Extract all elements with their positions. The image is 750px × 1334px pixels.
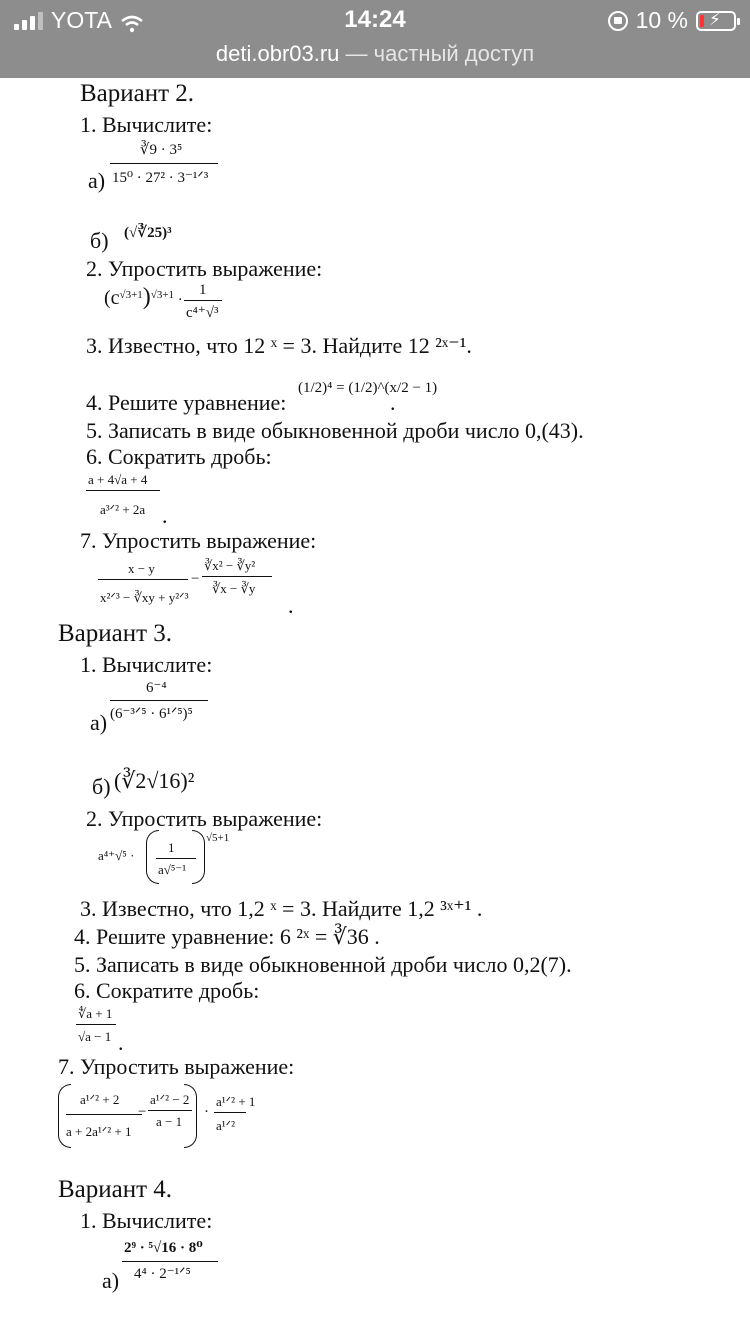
v2-q5: 5. Записать в виде обыкновенной дроби число 0,(43). bbox=[86, 418, 584, 443]
v2-q1: 1. Вычислите: bbox=[80, 112, 213, 137]
url-domain: deti.obr03.ru bbox=[215, 41, 340, 66]
v4-q1a-numerator: 2⁹ · ⁵√16 · 8⁰ bbox=[124, 1240, 203, 1256]
carrier-name: YOTA bbox=[51, 7, 112, 33]
v2-q7-denominator-1: x²ᐟ³ − ∛xy + y²ᐟ³ bbox=[100, 590, 189, 605]
battery-percent: 10 % bbox=[635, 7, 688, 33]
v3-q7-minus: − bbox=[138, 1104, 147, 1120]
fraction-bar bbox=[122, 1261, 218, 1262]
v3-q7-dot: · bbox=[204, 1104, 209, 1120]
v3-q7-denominator-1: a + 2a¹ᐟ² + 1 bbox=[66, 1124, 132, 1139]
v3-q1a-denominator: (6⁻³ᐟ⁵ · 6¹ᐟ⁵)⁵ bbox=[110, 706, 193, 722]
v2-q6-denominator: a³ᐟ² + 2a bbox=[100, 502, 146, 517]
v3-q3: 3. Известно, что 1,2 ˣ = 3. Найдите 1,2 ³ˣ⁺¹ . bbox=[80, 896, 483, 921]
v3-q7-numerator-1: a¹ᐟ² + 2 bbox=[80, 1092, 120, 1107]
v2-q6: 6. Сократить дробь: bbox=[86, 444, 272, 469]
v3-title: Вариант 3. bbox=[58, 620, 173, 647]
fraction-bar bbox=[110, 163, 218, 164]
v2-q2-denominator: c⁴⁺√³ bbox=[186, 305, 219, 321]
fraction-bar bbox=[184, 300, 222, 301]
document-page bbox=[0, 78, 750, 1334]
v4-q1: 1. Вычислите: bbox=[80, 1208, 213, 1233]
fraction-bar bbox=[76, 1024, 116, 1025]
v2-q7-end: . bbox=[288, 593, 294, 618]
v2-q7-denominator-2: ∛x − ∛y bbox=[212, 581, 256, 596]
v2-title: Вариант 2. bbox=[80, 80, 195, 107]
v3-q1: 1. Вычислите: bbox=[80, 652, 213, 677]
v2-q1a-numerator: ∛9 · 3⁵ bbox=[140, 142, 183, 158]
battery-status bbox=[608, 7, 736, 34]
v2-q6-numerator: a + 4√a + 4 bbox=[88, 472, 148, 487]
v3-q7-denominator-2: a − 1 bbox=[156, 1114, 183, 1129]
v2-q1a-denominator: 15⁰ · 27² · 3⁻¹ᐟ³ bbox=[112, 170, 209, 186]
right-paren bbox=[192, 830, 205, 884]
v3-q2-exponent: √5+1 bbox=[206, 832, 230, 844]
v2-q7-numerator-1: x − y bbox=[128, 561, 155, 576]
clock: 14:24 bbox=[344, 6, 406, 33]
v2-q7-minus: − bbox=[191, 571, 200, 587]
v4-q1a-label: а) bbox=[102, 1268, 120, 1293]
v3-q2-numerator: 1 bbox=[168, 840, 175, 855]
v4-title: Вариант 4. bbox=[58, 1176, 173, 1203]
v2-q2-expression: $(c^{√3+1})^{√3+1}$ · bbox=[104, 284, 183, 310]
v2-q7-numerator-2: ∛x² − ∛y² bbox=[204, 558, 256, 573]
address-bar[interactable]: deti.obr03.ru — частный доступ bbox=[215, 41, 535, 66]
v3-q1b-expression: (∛2√16)² bbox=[114, 768, 195, 793]
v3-q1a-numerator: 6⁻⁴ bbox=[146, 680, 167, 696]
v3-q6-numerator: ∜a + 1 bbox=[78, 1006, 113, 1021]
v3-q7-numerator-3: a¹ᐟ² + 1 bbox=[216, 1094, 256, 1109]
v3-q6: 6. Сократите дробь: bbox=[74, 978, 260, 1003]
v3-q2-expression: a⁴⁺√⁵ · bbox=[98, 848, 135, 863]
v3-q5: 5. Записать в виде обыкновенной дроби число 0,2(7). bbox=[74, 952, 572, 977]
v2-q1b-label: б) bbox=[90, 228, 109, 253]
v2-q1a-label: а) bbox=[88, 168, 106, 193]
v3-q6-denominator: √a − 1 bbox=[78, 1029, 112, 1044]
right-paren bbox=[184, 1084, 197, 1148]
v2-q2-numerator: 1 bbox=[199, 282, 207, 298]
v3-q2: 2. Упростить выражение: bbox=[86, 806, 323, 831]
battery-charging-icon: ⚡ bbox=[696, 11, 736, 31]
browser-top-bar bbox=[0, 0, 750, 78]
rotation-lock-icon bbox=[608, 11, 628, 31]
v3-q1b-label: б) bbox=[92, 774, 111, 799]
fraction-bar bbox=[214, 1112, 246, 1113]
fraction-bar bbox=[98, 579, 188, 580]
v2-q1b-expression: (√∛25)³ bbox=[124, 225, 172, 241]
fraction-bar bbox=[110, 700, 208, 701]
v3-q7-denominator-3: a¹ᐟ² bbox=[216, 1118, 236, 1133]
fraction-bar bbox=[86, 490, 160, 491]
v2-q4-equation: (1/2)⁴ = (1/2)^(x/2 − 1) bbox=[298, 380, 438, 396]
v3-q4: 4. Решите уравнение: 6 ²ˣ = ∛36 . bbox=[74, 924, 380, 949]
fraction-bar bbox=[156, 858, 196, 859]
v3-q1a-label: а) bbox=[90, 710, 108, 735]
v2-q4: 4. Решите уравнение: bbox=[86, 390, 287, 415]
v3-q6-end: . bbox=[118, 1030, 124, 1055]
fraction-bar bbox=[66, 1114, 142, 1115]
v2-q4-end: . bbox=[390, 390, 396, 415]
private-mode-label: частный доступ bbox=[373, 41, 535, 66]
fraction-bar bbox=[202, 576, 272, 577]
v3-q7-numerator-2: a¹ᐟ² − 2 bbox=[150, 1092, 190, 1107]
v3-q7: 7. Упростить выражение: bbox=[58, 1054, 295, 1079]
v2-q2: 2. Упростить выражение: bbox=[86, 256, 323, 281]
v3-q2-denominator: a√⁵⁻¹ bbox=[158, 862, 187, 877]
v2-q6-end: . bbox=[162, 503, 168, 528]
v2-q3: 3. Известно, что 12 ˣ = 3. Найдите 12 ²ˣ⁻¹. bbox=[86, 333, 472, 358]
v4-q1a-denominator: 4⁴ · 2⁻¹ᐟ⁵ bbox=[134, 1266, 191, 1282]
v2-q7: 7. Упростить выражение: bbox=[80, 528, 317, 553]
